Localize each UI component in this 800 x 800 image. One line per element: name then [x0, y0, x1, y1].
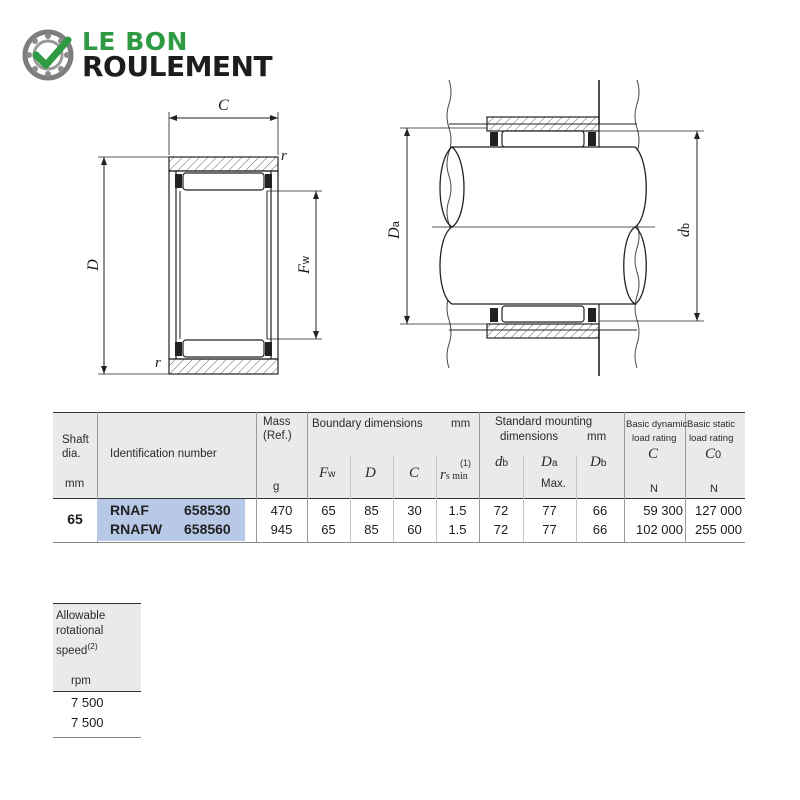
hdr-dia: dia.	[62, 448, 81, 460]
hdr-db-housing: Db	[590, 454, 607, 470]
speed-table	[53, 603, 141, 739]
row2-db-housing: 66	[592, 522, 608, 537]
row1-mass: 470	[270, 503, 293, 518]
speed-row2: 7 500	[71, 715, 104, 730]
row1-number: 658530	[184, 502, 231, 518]
row2-dynamic: 102 000	[636, 522, 683, 537]
spec-table	[53, 412, 745, 544]
hdr-stat-unit: N	[710, 483, 718, 495]
hdr-mass-unit: g	[273, 481, 280, 493]
row1-db-housing: 66	[592, 503, 608, 518]
row2-d: 85	[364, 522, 379, 537]
dim-label-d: D	[84, 259, 102, 271]
row1-c: 30	[407, 503, 422, 518]
row1-prefix: RNAF	[110, 502, 149, 518]
row1-db: 72	[493, 503, 509, 518]
row2-static: 255 000	[695, 522, 742, 537]
speed-hdr-1: Allowable	[56, 610, 106, 622]
row1-dynamic: 59 300	[643, 503, 683, 518]
hdr-c: C	[409, 465, 420, 481]
dim-label-r-bottom: r	[155, 355, 161, 371]
dim-label-da: Da	[385, 221, 403, 239]
hdr-mass-ref: (Ref.)	[263, 430, 292, 442]
hdr-standard: Standard mounting	[495, 416, 593, 428]
hdr-fw: Fw	[319, 465, 336, 481]
hdr-mass: Mass	[263, 416, 291, 428]
speed-hdr-2: rotational	[56, 625, 104, 637]
speed-unit: rpm	[71, 675, 91, 687]
shaft-diameter: 65	[67, 511, 83, 527]
row2-da: 77	[542, 522, 557, 537]
hdr-dyn-1: Basic dynamic	[626, 419, 688, 430]
row2-mass: 945	[270, 522, 293, 537]
row1-rs: 1.5	[448, 503, 467, 518]
hdr-stat-c0: C0	[705, 446, 722, 462]
row1-fw: 65	[321, 503, 336, 518]
hdr-rs-note: (1)	[460, 458, 471, 468]
hdr-stat-2: load rating	[689, 433, 734, 444]
dim-label-fw: Fw	[295, 256, 313, 274]
dim-label-c: C	[218, 97, 229, 114]
hdr-db: db	[495, 454, 509, 470]
hdr-shaft: Shaft	[62, 434, 89, 446]
row1-static: 127 000	[695, 503, 742, 518]
hdr-dyn-2: load rating	[632, 433, 677, 444]
hdr-d: D	[365, 465, 376, 481]
hdr-stat-1: Basic static	[687, 419, 736, 430]
bearing-section-view	[98, 112, 322, 374]
logo-line-2: ROULEMENT	[82, 50, 273, 83]
hdr-da-max: Max.	[541, 478, 566, 490]
row2-db: 72	[493, 522, 509, 537]
hdr-std-mm: mm	[587, 431, 607, 443]
hdr-da: Da	[541, 454, 558, 470]
hdr-boundary: Boundary dimensions	[312, 418, 423, 430]
row2-prefix: RNAFW	[110, 521, 163, 537]
row1-d: 85	[364, 503, 379, 518]
dim-label-db: db	[676, 222, 694, 238]
hdr-dimensions: dimensions	[500, 431, 559, 443]
logo-line-1: LE BON	[82, 27, 188, 56]
row2-rs: 1.5	[448, 522, 467, 537]
speed-row1: 7 500	[71, 695, 104, 710]
row2-number: 658560	[184, 521, 231, 537]
hdr-identification: Identification number	[110, 448, 217, 460]
hdr-boundary-mm: mm	[451, 418, 471, 430]
row2-fw: 65	[321, 522, 336, 537]
row2-c: 60	[407, 522, 422, 537]
hdr-dyn-c: C	[648, 446, 659, 462]
hdr-dyn-unit: N	[650, 483, 658, 495]
dim-label-r-top: r	[281, 148, 287, 164]
hdr-shaft-mm: mm	[65, 478, 85, 490]
speed-hdr-3: speed$^{(2)}$	[56, 641, 98, 657]
mounting-view	[400, 80, 704, 376]
row1-da: 77	[542, 503, 557, 518]
hdr-rs: rs min	[440, 467, 468, 483]
